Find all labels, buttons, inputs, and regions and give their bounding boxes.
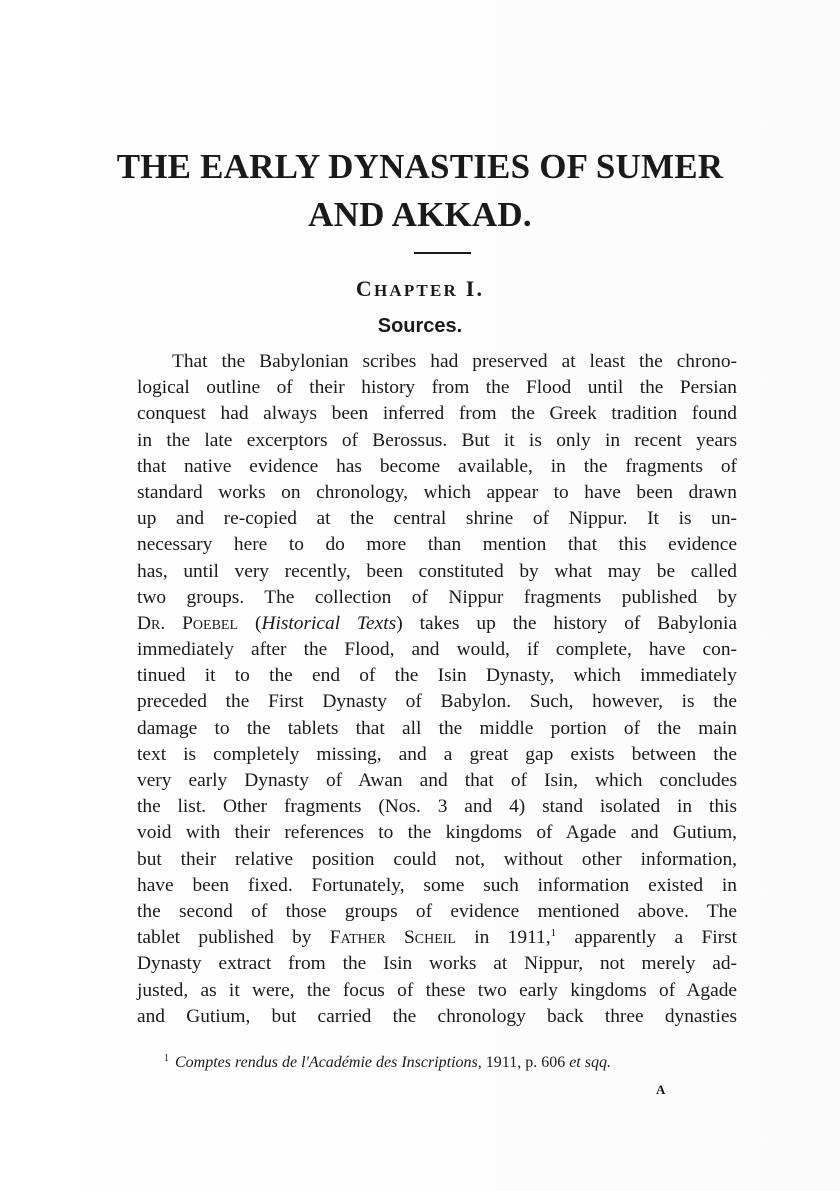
text-fragment: apparently a First — [574, 927, 738, 949]
footnote-reference-mark: 1 — [550, 927, 557, 940]
text-line: the list. Other fragments (Nos. 3 and 4) stand isolated in this — [137, 796, 737, 818]
title-divider-rule — [414, 252, 471, 254]
text-line-poebel — [137, 611, 737, 637]
footnote-source-title: Comptes rendus de l'Académie des Inscriptions, — [175, 1054, 482, 1071]
text-line: the second of those groups of evidence mentioned above. The — [137, 900, 737, 922]
footnote-et-sqq: et sqq. — [569, 1054, 611, 1071]
text-line: has, until very recently, been constituted by what may be called — [137, 560, 737, 582]
open-paren: ( — [254, 612, 262, 634]
text-fragment: tablet published by — [137, 927, 312, 949]
text-fragment: takes up the history of Babylonia — [419, 612, 737, 634]
chapter-numeral: I. — [465, 276, 485, 301]
author-name-poebel: Dr. Poebel — [137, 612, 239, 634]
chapter-heading-word: HAPTER — [373, 281, 458, 300]
text-line: justed, as it were, the focus of these two early kingdoms of Agade — [137, 979, 737, 1001]
footnote-mark: 1 — [164, 1053, 169, 1064]
footnote-reference: 1911, p. 606 — [485, 1054, 566, 1071]
close-paren: ) — [396, 612, 403, 634]
text-line: two groups. The collection of Nippur fragments published by — [137, 586, 737, 608]
text-line: logical outline of their history from the Flood until the Persian — [137, 377, 737, 399]
text-line: That the Babylonian scribes had preserved at least the chrono- — [172, 351, 737, 372]
text-line: very early Dynasty of Awan and that of Isin, which concludes — [137, 770, 737, 791]
chapter-heading — [100, 278, 740, 300]
text-line: but their relative position could not, without other information, — [137, 848, 737, 870]
text-line: text is completely missing, and a great gap exists between the — [137, 743, 737, 765]
chapter-heading-initial: C — [355, 276, 374, 301]
text-line: necessary here to do more than mention that this evidence — [137, 534, 737, 556]
text-line: that native evidence has become available, in the fragments of — [137, 455, 737, 477]
text-line: in the late excerptors of Berossus. But it is only in recent years — [137, 429, 737, 451]
text-line: immediately after the Flood, and would, if complete, have con- — [137, 639, 737, 661]
text-line-scheil — [137, 925, 737, 951]
text-line: damage to the tablets that all the middle portion of the main — [137, 717, 737, 739]
book-title-line-1: THE EARLY DYNASTIES OF SUMER — [116, 147, 724, 186]
text-line: have been fixed. Fortunately, some such information existed in — [137, 874, 737, 896]
author-name-scheil: Father Scheil — [329, 927, 456, 949]
signature-mark: A — [656, 1082, 666, 1097]
book-title-line-2: AND AKKAD. — [308, 195, 532, 234]
text-line: and Gutium, but carried the chronology back three dynasties — [137, 1005, 737, 1027]
text-line: tinued it to the end of the Isin Dynasty, which immediately — [137, 665, 737, 687]
text-line: Dynasty extract from the Isin works at Nippur, not merely ad- — [137, 953, 737, 975]
text-fragment: in 1911, — [474, 927, 551, 949]
footnote — [164, 1054, 724, 1071]
text-line: up and re-copied at the central shrine of Nippur. It is un- — [137, 508, 737, 530]
text-line: conquest had always been inferred from the Greek tradition found — [137, 403, 737, 425]
body-paragraph — [137, 349, 737, 1030]
section-heading: Sources. — [377, 315, 463, 337]
text-line: void with their references to the kingdoms of Agade and Gutium, — [137, 822, 737, 844]
text-line: preceded the First Dynasty of Babylon. Such, however, is the — [137, 691, 737, 713]
text-line: standard works on chronology, which appear to have been drawn — [137, 481, 737, 503]
work-title-historical-texts: Historical Texts — [261, 612, 397, 634]
